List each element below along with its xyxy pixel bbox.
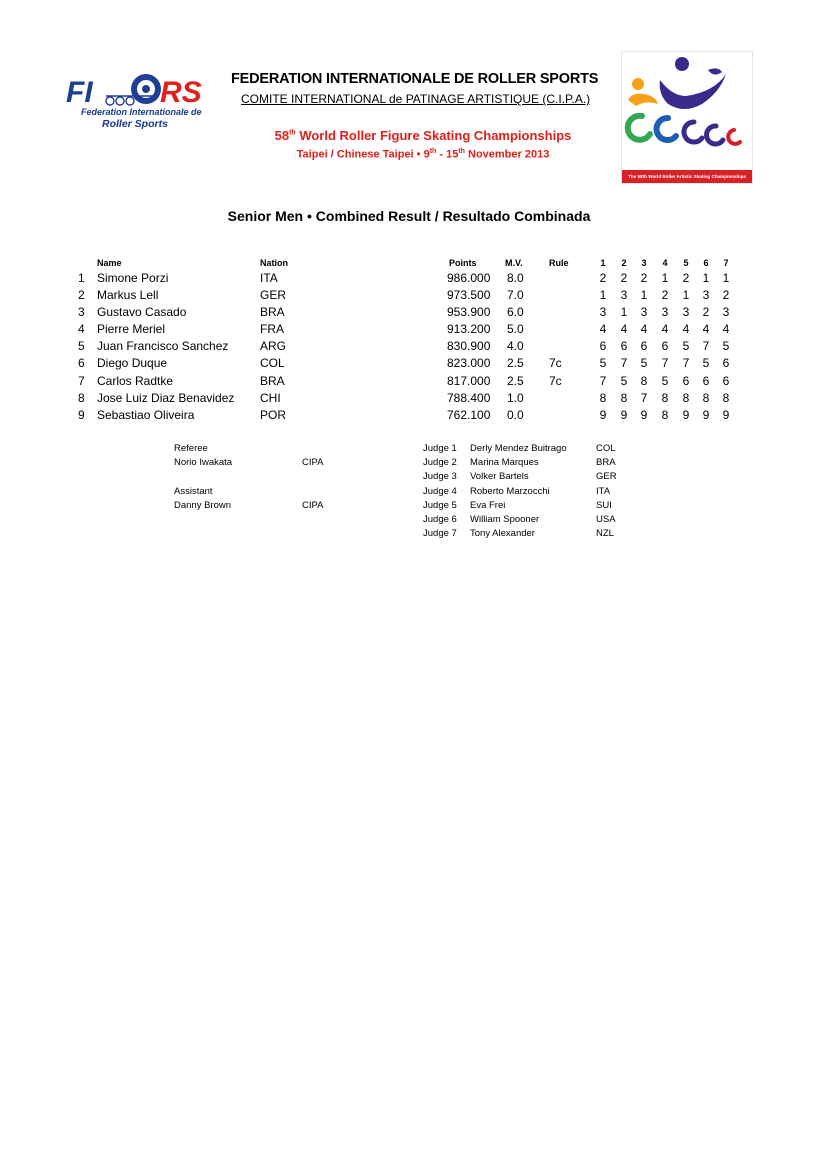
col-header-judge: 6 bbox=[703, 258, 709, 268]
points: 788.400 bbox=[447, 391, 491, 405]
referee-label: Referee bbox=[174, 443, 208, 454]
judge-placing: 3 bbox=[640, 305, 648, 319]
judge-placing: 9 bbox=[722, 408, 730, 422]
event-location: Taipei / Chinese Taipei • 9 bbox=[296, 148, 430, 161]
table-row bbox=[0, 374, 818, 391]
col-header-name: Name bbox=[97, 258, 122, 268]
judge-placing: 7 bbox=[702, 339, 710, 353]
col-header-judge: 7 bbox=[723, 258, 729, 268]
judge-name: Eva Frei bbox=[470, 500, 506, 511]
judge-placing: 8 bbox=[722, 391, 730, 405]
points: 986.000 bbox=[447, 271, 491, 285]
judge-placing: 6 bbox=[661, 339, 669, 353]
firs-logo bbox=[64, 68, 220, 130]
judge-placing: 2 bbox=[722, 288, 730, 302]
judge-label: Judge 3 bbox=[423, 471, 457, 482]
col-header-mv: M.V. bbox=[505, 258, 523, 268]
judge-name: Roberto Marzocchi bbox=[470, 486, 550, 497]
judge-placing: 6 bbox=[640, 339, 648, 353]
event-date-end: November 2013 bbox=[464, 148, 550, 161]
judge-label: Judge 2 bbox=[423, 457, 457, 468]
judge-placing: 4 bbox=[599, 322, 607, 336]
judge-name: Derly Mendez Buitrago bbox=[470, 443, 567, 454]
firs-tagline-1: Federation Internationale de bbox=[81, 107, 202, 117]
judge-placing: 7 bbox=[661, 356, 669, 370]
points: 823.000 bbox=[447, 356, 491, 370]
assistant-label: Assistant bbox=[174, 486, 213, 497]
points: 973.500 bbox=[447, 288, 491, 302]
judge-placing: 5 bbox=[702, 356, 710, 370]
committee-title: COMITE INTERNATIONAL de PATINAGE ARTISTIQUE (C.I.P.A.) bbox=[241, 92, 591, 106]
rank: 5 bbox=[78, 339, 85, 353]
judge-placing: 8 bbox=[661, 391, 669, 405]
skater-name: Jose Luiz Diaz Benavidez bbox=[97, 391, 235, 405]
judge-label: Judge 4 bbox=[423, 486, 457, 497]
judge-placing: 6 bbox=[599, 339, 607, 353]
col-header-nation: Nation bbox=[260, 258, 288, 268]
judge-placing: 8 bbox=[599, 391, 607, 405]
judge-label: Judge 6 bbox=[423, 514, 457, 525]
col-header-judge: 4 bbox=[662, 258, 668, 268]
skater-name: Gustavo Casado bbox=[97, 305, 187, 319]
championship-logo bbox=[621, 51, 753, 184]
judge-placing: 9 bbox=[599, 408, 607, 422]
judge-placing: 4 bbox=[661, 322, 669, 336]
event-number: 58 bbox=[274, 128, 290, 143]
judge-placing: 9 bbox=[702, 408, 710, 422]
table-row bbox=[0, 408, 818, 425]
judge-placing: 4 bbox=[640, 322, 648, 336]
judge-placing: 1 bbox=[620, 305, 628, 319]
judge-placing: 8 bbox=[620, 391, 628, 405]
judge-placing: 5 bbox=[722, 339, 730, 353]
mv: 0.0 bbox=[507, 408, 524, 422]
rank: 2 bbox=[78, 288, 85, 302]
judge-placing: 1 bbox=[661, 271, 669, 285]
points: 913.200 bbox=[447, 322, 491, 336]
table-row bbox=[0, 391, 818, 408]
judge-placing: 9 bbox=[682, 408, 690, 422]
rank: 1 bbox=[78, 271, 85, 285]
rank: 7 bbox=[78, 374, 85, 388]
skater-name: Simone Porzi bbox=[97, 271, 169, 285]
nation: COL bbox=[260, 356, 285, 370]
judge-nation: COL bbox=[596, 443, 616, 454]
mv: 8.0 bbox=[507, 271, 524, 285]
judge-placing: 9 bbox=[620, 408, 628, 422]
mv: 7.0 bbox=[507, 288, 524, 302]
judge-placing: 7 bbox=[620, 356, 628, 370]
judge-placing: 2 bbox=[640, 271, 648, 285]
firs-letters-right: RS bbox=[160, 76, 202, 109]
rank: 4 bbox=[78, 322, 85, 336]
mv: 5.0 bbox=[507, 322, 524, 336]
nation: BRA bbox=[260, 374, 285, 388]
judge-name: Tony Alexander bbox=[470, 528, 535, 539]
judge-placing: 8 bbox=[702, 391, 710, 405]
points: 762.100 bbox=[447, 408, 491, 422]
judge-placing: 5 bbox=[599, 356, 607, 370]
judge-nation: ITA bbox=[596, 486, 611, 497]
mv: 1.0 bbox=[507, 391, 524, 405]
judge-placing: 3 bbox=[702, 288, 710, 302]
skater-name: Sebastiao Oliveira bbox=[97, 408, 195, 422]
judge-nation: USA bbox=[596, 514, 616, 525]
judge-placing: 1 bbox=[640, 288, 648, 302]
table-row bbox=[0, 271, 818, 288]
judge-placing: 1 bbox=[702, 271, 710, 285]
judge-placing: 6 bbox=[682, 374, 690, 388]
judge-placing: 8 bbox=[640, 374, 648, 388]
judge-name: Marina Marques bbox=[470, 457, 539, 468]
judge-label: Judge 7 bbox=[423, 528, 457, 539]
skater-name: Carlos Radtke bbox=[97, 374, 174, 388]
judge-placing: 6 bbox=[722, 374, 730, 388]
judge-placing: 4 bbox=[682, 322, 690, 336]
table-row bbox=[0, 305, 818, 322]
judge-placing: 8 bbox=[682, 391, 690, 405]
event-end-suffix: th bbox=[458, 148, 465, 155]
judge-placing: 2 bbox=[599, 271, 607, 285]
table-row bbox=[0, 322, 818, 339]
judge-name: Volker Bartels bbox=[470, 471, 529, 482]
mv: 2.5 bbox=[507, 356, 524, 370]
judge-label: Judge 1 bbox=[423, 443, 457, 454]
skater-name: Pierre Meriel bbox=[97, 322, 166, 336]
firs-tagline-2: Roller Sports bbox=[102, 118, 168, 130]
firs-letters-left: FI bbox=[66, 76, 93, 109]
nation: FRA bbox=[260, 322, 284, 336]
judge-nation: BRA bbox=[596, 457, 616, 468]
skater-name: Markus Lell bbox=[97, 288, 159, 302]
rank: 8 bbox=[78, 391, 85, 405]
judge-placing: 1 bbox=[682, 288, 690, 302]
judge-placing: 3 bbox=[682, 305, 690, 319]
judge-placing: 5 bbox=[682, 339, 690, 353]
mv: 4.0 bbox=[507, 339, 524, 353]
judge-placing: 5 bbox=[620, 374, 628, 388]
judge-placing: 5 bbox=[661, 374, 669, 388]
judge-placing: 4 bbox=[722, 322, 730, 336]
nation: ITA bbox=[260, 271, 278, 285]
judge-placing: 6 bbox=[722, 356, 730, 370]
rank: 6 bbox=[78, 356, 85, 370]
rule: 7c bbox=[549, 374, 562, 388]
table-row bbox=[0, 288, 818, 305]
assistant-org: CIPA bbox=[302, 500, 324, 511]
judge-placing: 7 bbox=[682, 356, 690, 370]
judge-placing: 7 bbox=[599, 374, 607, 388]
judge-placing: 3 bbox=[620, 288, 628, 302]
referee-org: CIPA bbox=[302, 457, 324, 468]
nation: BRA bbox=[260, 305, 285, 319]
judge-name: William Spooner bbox=[470, 514, 540, 525]
federation-title: FEDERATION INTERNATIONALE DE ROLLER SPORTS bbox=[231, 71, 599, 87]
mv: 6.0 bbox=[507, 305, 524, 319]
col-header-rule: Rule bbox=[549, 258, 569, 268]
skater-name: Diego Duque bbox=[97, 356, 168, 370]
event-number-suffix: th bbox=[289, 129, 296, 137]
rank: 3 bbox=[78, 305, 85, 319]
judge-placing: 2 bbox=[620, 271, 628, 285]
event-date-mid: - 15 bbox=[436, 148, 459, 161]
table-row bbox=[0, 356, 818, 373]
judge-placing: 5 bbox=[640, 356, 648, 370]
points: 953.900 bbox=[447, 305, 491, 319]
nation: ARG bbox=[260, 339, 287, 353]
rule: 7c bbox=[549, 356, 562, 370]
col-header-judge: 3 bbox=[641, 258, 647, 268]
judge-placing: 6 bbox=[620, 339, 628, 353]
judge-placing: 2 bbox=[661, 288, 669, 302]
judge-label: Judge 5 bbox=[423, 500, 457, 511]
nation: CHI bbox=[260, 391, 281, 405]
event-name: World Roller Figure Skating Championships bbox=[299, 128, 572, 143]
judge-placing: 9 bbox=[640, 408, 648, 422]
judge-placing: 6 bbox=[702, 374, 710, 388]
judge-placing: 2 bbox=[682, 271, 690, 285]
skater-name: Juan Francisco Sanchez bbox=[97, 339, 229, 353]
judge-placing: 8 bbox=[661, 408, 669, 422]
judge-placing: 4 bbox=[702, 322, 710, 336]
judge-placing: 1 bbox=[599, 288, 607, 302]
col-header-judge: 5 bbox=[683, 258, 689, 268]
nation: POR bbox=[260, 408, 287, 422]
judge-placing: 7 bbox=[640, 391, 648, 405]
col-header-judge: 1 bbox=[600, 258, 606, 268]
judge-placing: 1 bbox=[722, 271, 730, 285]
referee-name: Norio Iwakata bbox=[174, 457, 233, 468]
judge-nation: NZL bbox=[596, 528, 614, 539]
judge-placing: 3 bbox=[599, 305, 607, 319]
judge-placing: 3 bbox=[661, 305, 669, 319]
judge-placing: 2 bbox=[702, 305, 710, 319]
col-header-points: Points bbox=[449, 258, 477, 268]
event-start-suffix: th bbox=[429, 148, 437, 155]
col-header-judge: 2 bbox=[621, 258, 627, 268]
rank: 9 bbox=[78, 408, 85, 422]
judge-placing: 3 bbox=[722, 305, 730, 319]
skater-figures-icon bbox=[622, 52, 752, 170]
points: 817.000 bbox=[447, 374, 491, 388]
judge-placing: 4 bbox=[620, 322, 628, 336]
points: 830.900 bbox=[447, 339, 491, 353]
mv: 2.5 bbox=[507, 374, 524, 388]
championship-banner: The 58th World Roller Artistic Skating Championships bbox=[622, 170, 752, 183]
assistant-name: Danny Brown bbox=[174, 500, 232, 511]
result-title: Senior Men • Combined Result / Resultado Combinada bbox=[227, 208, 591, 224]
judge-nation: SUI bbox=[596, 500, 612, 511]
table-row bbox=[0, 339, 818, 356]
judge-nation: GER bbox=[596, 471, 617, 482]
nation: GER bbox=[260, 288, 287, 302]
